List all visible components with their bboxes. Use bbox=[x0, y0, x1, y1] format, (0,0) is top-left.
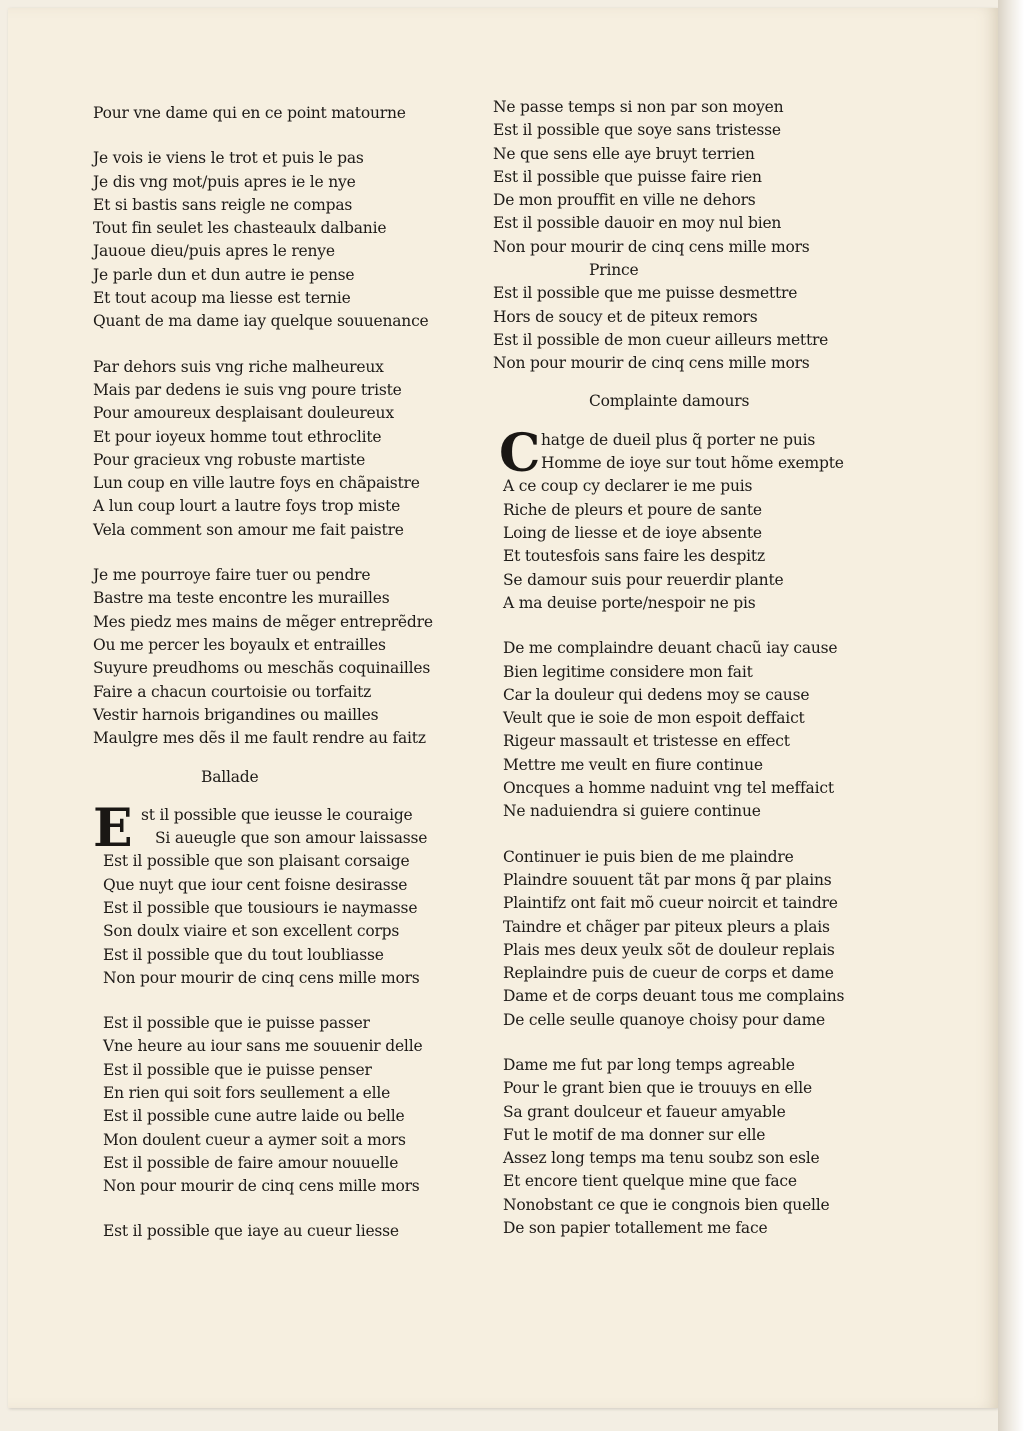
complainte-stanza bbox=[493, 846, 913, 1032]
verse-line: Dame me fut par long temps agreable bbox=[503, 1055, 795, 1074]
verse-line: De celle seulle quanoye choisy pour dame bbox=[503, 1010, 826, 1029]
verse-line: Et tout acoup ma liesse est ternie bbox=[93, 289, 351, 308]
verse-line: Non pour mourir de cinq cens mille mors bbox=[493, 237, 810, 256]
verse-line: Est il possible cune autre laide ou belle bbox=[103, 1107, 405, 1126]
verse-line: En rien qui soit fors seullement a elle bbox=[103, 1083, 391, 1102]
verse-line: Se damour suis pour reuerdir plante bbox=[503, 570, 784, 589]
verse-line: Assez long temps ma tenu soubz son esle bbox=[503, 1149, 820, 1168]
verse-line: Et encore tient quelque mine que face bbox=[503, 1172, 797, 1191]
right-column bbox=[493, 96, 913, 1240]
verse-line: Est il possible que son plaisant corsaige bbox=[103, 852, 410, 871]
prince-heading: Prince bbox=[589, 261, 639, 280]
verse-line: Lun coup en ville lautre foys en chãpaistre bbox=[93, 474, 420, 493]
verse-line: Je me pourroye faire tuer ou pendre bbox=[93, 566, 371, 585]
verse-line: Plais mes deux yeulx sõt de douleur replais bbox=[503, 940, 835, 959]
verse-line: Non pour mourir de cinq cens mille mors bbox=[493, 354, 810, 373]
verse-line: Est il possible que iaye au cueur liesse bbox=[103, 1222, 399, 1241]
envoi-stanza bbox=[493, 282, 913, 375]
verse-line: Rigeur massault et tristesse en effect bbox=[503, 732, 790, 751]
verse-line: Vestir harnois brigandines ou mailles bbox=[93, 705, 379, 724]
verse-line: Est il possible que ie puisse passer bbox=[103, 1014, 370, 1033]
verse-line: Jauoue dieu/puis apres le renye bbox=[93, 242, 335, 261]
complainte-stanza bbox=[493, 637, 913, 823]
verse-line: Mon doulent cueur a aymer soit a mors bbox=[103, 1130, 406, 1149]
verse-line: Est il possible de faire amour nouuelle bbox=[103, 1153, 399, 1172]
verse-line: Veult que ie soie de mon espoit deffaict bbox=[503, 709, 805, 728]
verse-line: Plaindre souuent tãt par mons q̃ par plains bbox=[503, 870, 832, 889]
verse-line: Je vois ie viens le trot et puis le pas bbox=[93, 149, 364, 168]
verse-line: Si aueugle que son amour laissasse bbox=[155, 829, 428, 848]
verse-line: Oncques a homme naduint vng tel meffaict bbox=[503, 779, 834, 798]
stanza bbox=[93, 356, 513, 542]
left-column bbox=[93, 102, 513, 1244]
verse-line: A lun coup lourt a lautre foys trop miste bbox=[93, 497, 401, 516]
verse-line: Hors de soucy et de piteux remors bbox=[493, 307, 758, 326]
verse-line: Par dehors suis vng riche malheureux bbox=[93, 357, 384, 376]
verse-line: Bien legitime considere mon fait bbox=[503, 662, 753, 681]
verse-line: A ce coup cy declarer ie me puis bbox=[503, 477, 753, 496]
verse-line: De son papier totallement me face bbox=[503, 1219, 768, 1238]
ballade-stanza bbox=[93, 797, 513, 990]
verse-line: Mais par dedens ie suis vng poure triste bbox=[93, 380, 402, 399]
verse-line: Est il possible que tousiours ie naymasse bbox=[103, 898, 418, 917]
verse-line: De mon prouffit en ville ne dehors bbox=[493, 191, 756, 210]
drop-cap: C bbox=[499, 422, 541, 484]
verse-line: Non pour mourir de cinq cens mille mors bbox=[103, 1177, 420, 1196]
verse-line: Et toutesfois sans faire les despitz bbox=[503, 547, 765, 566]
stanza bbox=[93, 147, 513, 333]
verse-line: Vela comment son amour me fait paistre bbox=[93, 520, 404, 539]
verse-line: Est il possible que du tout loubliasse bbox=[103, 945, 384, 964]
verse-line: Pour le grant bien que ie trouuys en elle bbox=[503, 1079, 812, 1098]
verse-line: Fut le motif de ma donner sur elle bbox=[503, 1125, 766, 1144]
verse-line: Ne passe temps si non par son moyen bbox=[493, 98, 784, 116]
complainte-stanza bbox=[493, 1054, 913, 1240]
drop-cap: E bbox=[93, 797, 133, 859]
verse-line: Son doulx viaire et son excellent corps bbox=[103, 922, 400, 941]
verse-line: Est il possible que puisse faire rien bbox=[493, 167, 762, 186]
verse-line: Loing de liesse et de ioye absente bbox=[503, 524, 762, 543]
verse-line: De me complaindre deuant chacũ iay cause bbox=[503, 639, 838, 658]
verse-line: Taindre et chãger par piteux pleurs a plais bbox=[503, 917, 830, 936]
verse-line: A ma deuise porte/nespoir ne pis bbox=[503, 593, 756, 612]
verse-line: Faire a chacun courtoisie ou torfaitz bbox=[93, 682, 372, 701]
ballade-heading: Ballade bbox=[201, 768, 259, 787]
verse-line: Je dis vng mot/puis apres ie le nye bbox=[93, 172, 356, 191]
complainte-stanza bbox=[493, 422, 913, 615]
verse-line: Car la douleur qui dedens moy se cause bbox=[503, 685, 810, 704]
verse-line: Vne heure au iour sans me souuenir delle bbox=[103, 1037, 423, 1056]
verse-line: Pour gracieux vng robuste martiste bbox=[93, 450, 366, 469]
stanza bbox=[93, 564, 513, 750]
verse-line: Ne naduiendra si guiere continue bbox=[503, 802, 761, 821]
stanza bbox=[493, 96, 913, 259]
verse-line: Est il possible dauoir en moy nul bien bbox=[493, 214, 782, 233]
verse-line: Et pour ioyeux homme tout ethroclite bbox=[93, 427, 382, 446]
verse-line: Est il possible que soye sans tristesse bbox=[493, 121, 781, 140]
verse-line: Pour amoureux desplaisant douleureux bbox=[93, 404, 394, 423]
verse-line: Continuer ie puis bien de me plaindre bbox=[503, 847, 794, 866]
complainte-heading: Complainte damours bbox=[589, 391, 750, 410]
verse-line: Que nuyt que iour cent foisne desirasse bbox=[103, 875, 408, 894]
verse-line: Tout fin seulet les chasteaulx dalbanie bbox=[93, 219, 387, 238]
verse-line: Non pour mourir de cinq cens mille mors bbox=[103, 968, 420, 987]
page-edge bbox=[998, 0, 1024, 1431]
verse-line: Replaindre puis de cueur de corps et dame bbox=[503, 964, 834, 983]
verse-line: Mes piedz mes mains de mẽger entreprẽdre bbox=[93, 612, 433, 631]
verse-line: Dame et de corps deuant tous me complains bbox=[503, 987, 845, 1006]
verse-line: Suyure preudhoms ou meschãs coquinailles bbox=[93, 659, 431, 678]
verse-line: Mettre me veult en fiure continue bbox=[503, 755, 763, 774]
verse-line: Nonobstant ce que ie congnois bien quelle bbox=[503, 1195, 830, 1214]
verse-line: Homme de ioye sur tout hõme exempte bbox=[541, 454, 844, 473]
verse-line: Et si bastis sans reigle ne compas bbox=[93, 195, 353, 214]
ballade-stanza bbox=[93, 1012, 513, 1198]
verse-line: Ou me percer les boyaulx et entrailles bbox=[93, 635, 386, 654]
verse-line: Je parle dun et dun autre ie pense bbox=[93, 265, 355, 284]
verse-line: Sa grant doulceur et faueur amyable bbox=[503, 1102, 786, 1121]
verse-line: Bastre ma teste encontre les murailles bbox=[93, 589, 390, 608]
verse-line: Plaintifz ont fait mõ cueur noircit et taindre bbox=[503, 894, 838, 913]
verse-line: Est il possible que ie puisse penser bbox=[103, 1060, 372, 1079]
verse-line: Est il possible que me puisse desmettre bbox=[493, 284, 798, 303]
verse-line: hatge de dueil plus q̃ porter ne puis bbox=[541, 430, 816, 449]
verse-line: Maulgre mes dẽs il me fault rendre au faitz bbox=[93, 729, 426, 748]
verse-line: Riche de pleurs et poure de sante bbox=[503, 500, 762, 519]
verse-line: Est il possible de mon cueur ailleurs mettre bbox=[493, 330, 829, 349]
poem-title: Pour vne dame qui en ce point matourne bbox=[93, 104, 406, 122]
verse-line: st il possible que ieusse le couraige bbox=[141, 805, 413, 824]
verse-line: Ne que sens elle aye bruyt terrien bbox=[493, 144, 755, 163]
verse-line: Quant de ma dame iay quelque souuenance bbox=[93, 312, 429, 331]
